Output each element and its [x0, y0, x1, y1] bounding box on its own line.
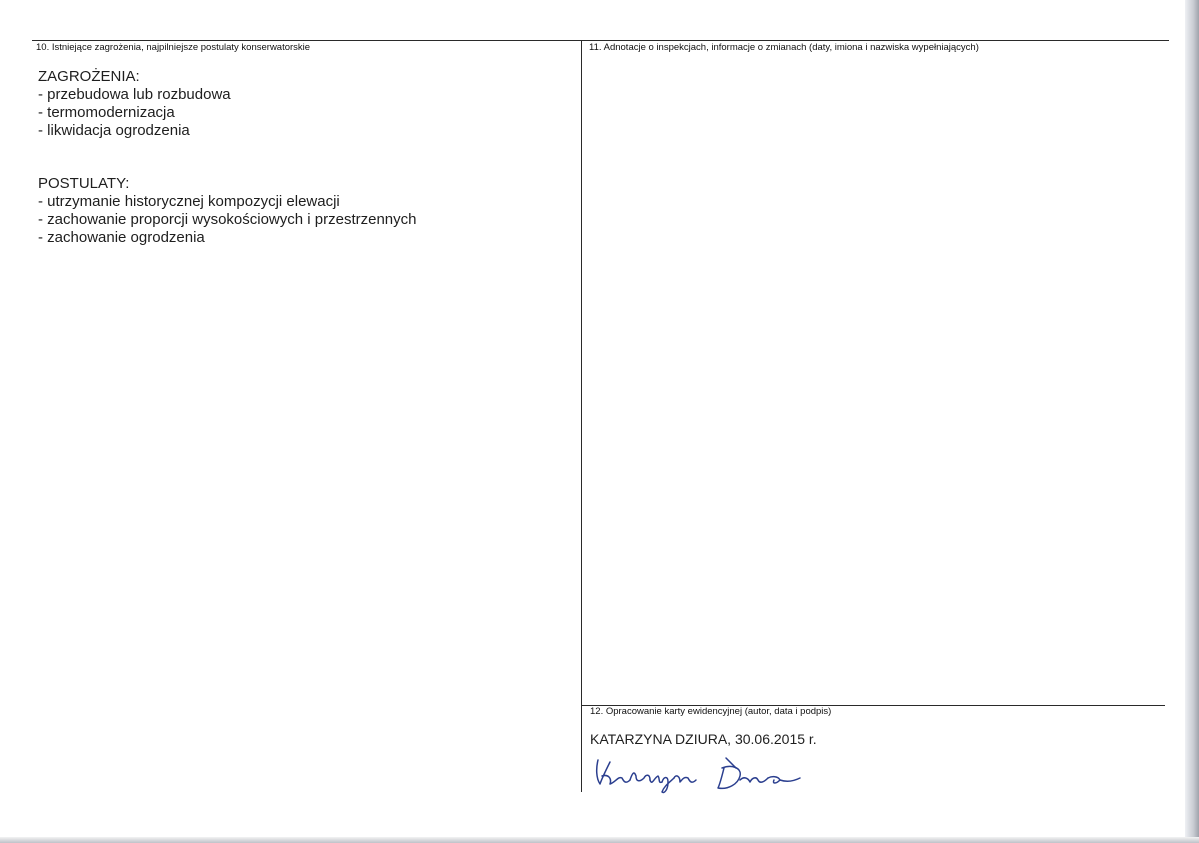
column-divider	[581, 40, 582, 792]
threats-block	[38, 68, 231, 140]
author-line: KATARZYNA DZIURA, 30.06.2015 r.	[590, 731, 817, 747]
threat-item: - termomodernizacja	[38, 104, 175, 121]
threat-item: - przebudowa lub rozbudowa	[38, 86, 231, 103]
top-rule	[32, 40, 1169, 41]
postulate-item: - zachowanie proporcji wysokościowych i przestrzennych	[38, 211, 417, 228]
postulates-block	[38, 175, 417, 247]
postulates-heading: POSTULATY:	[38, 175, 130, 192]
postulate-item: - zachowanie ogrodzenia	[38, 229, 205, 246]
scan-edge-right	[1185, 0, 1199, 843]
section11-label: 11. Adnotacje o inspekcjach, informacje o zmianach (daty, imiona i nazwiska wypełniających)	[589, 42, 979, 53]
threat-item: - likwidacja ogrodzenia	[38, 122, 190, 139]
section10-label: 10. Istniejące zagrożenia, najpilniejsze postulaty konserwatorskie	[36, 42, 311, 53]
threats-heading: ZAGROŻENIA:	[38, 68, 140, 85]
section12-label: 12. Opracowanie karty ewidencyjnej (autor, data i podpis)	[590, 706, 832, 717]
scan-edge-bottom	[0, 837, 1199, 843]
handwritten-signature	[592, 748, 822, 796]
postulate-item: - utrzymanie historycznej kompozycji elewacji	[38, 193, 340, 210]
